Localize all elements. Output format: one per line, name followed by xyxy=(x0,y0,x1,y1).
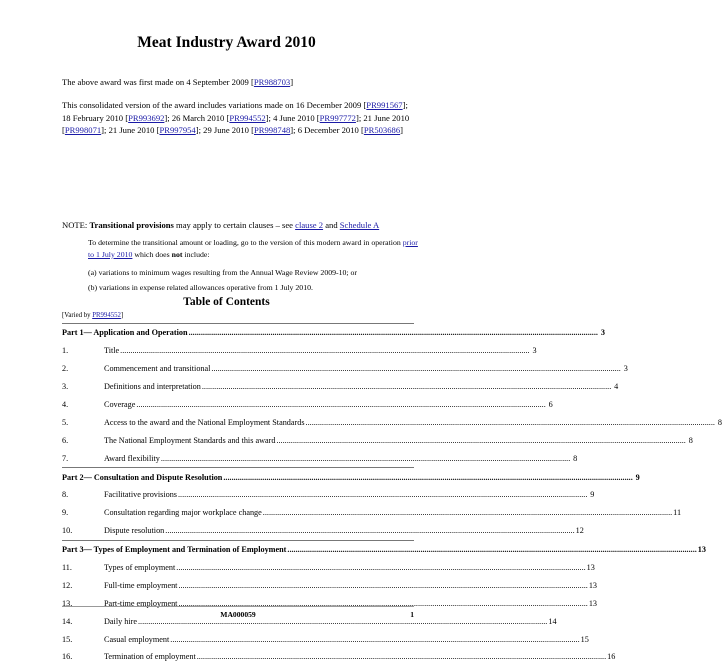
toc-dot-leader: ........................................................................................................................................................................................................ xyxy=(176,563,586,573)
toc-entry-label: Commencement and transitional xyxy=(104,364,211,374)
toc-dot-leader: ........................................................................................................................................................................................................ xyxy=(211,364,621,374)
variation-link[interactable]: PR998071 xyxy=(64,125,102,136)
toc-dot-leader: ........................................................................................................................................................................................................ xyxy=(305,417,715,427)
toc-entry-number: 9. xyxy=(62,508,69,518)
toc-dot-leader: ........................................................................................................................................................................................................ xyxy=(178,490,588,500)
toc-entry-row[interactable] xyxy=(62,648,616,666)
transitional-provisions-bold: Transitional provisions xyxy=(89,220,174,230)
transitional-paragraph: To determine the transitional amount or loading, go to the version of this modern award in operation prior to 1 July 2010 which does not include: xyxy=(88,238,418,259)
page-footer xyxy=(62,606,414,619)
toc-entry-label: Consultation regarding major workplace change xyxy=(104,508,262,518)
toc-dot-leader: ........................................................................................................................................................................................................ xyxy=(165,526,575,536)
toc-entry-row[interactable] xyxy=(62,413,722,431)
prior-date-link[interactable]: prior to 1 July 2010 xyxy=(88,238,418,259)
toc-page-number: 13 xyxy=(697,545,706,555)
toc-entry-number: 7. xyxy=(62,453,69,463)
toc-entry-label: Facilitative provisions xyxy=(104,490,177,500)
toc-entry-label: Dispute resolution xyxy=(104,526,165,536)
toc-page-number: 13 xyxy=(588,580,598,590)
toc-entry-row[interactable] xyxy=(62,522,584,540)
toc-entry-number: 16. xyxy=(62,652,73,662)
toc-entry-row[interactable] xyxy=(62,449,578,467)
toc-entry-number: 4. xyxy=(62,400,69,409)
toc-entry-label: Part 1— Application and Operation xyxy=(62,328,188,338)
pr-link[interactable]: PR988703 xyxy=(253,77,291,87)
toc-page-number: 13 xyxy=(588,598,598,608)
toc-page-number: 9 xyxy=(635,472,640,482)
toc-entry-label: Termination of employment xyxy=(104,652,196,662)
toc-entry-label: Daily hire xyxy=(104,616,137,626)
toc-page-number: 6 xyxy=(548,400,553,409)
toc-page-number: 8 xyxy=(573,453,578,463)
toc-entry-label: Casual employment xyxy=(104,634,170,644)
schedule-a-link[interactable]: Schedule A xyxy=(339,220,380,230)
variation-link[interactable]: PR998748 xyxy=(254,125,291,136)
toc-entry-label: Award flexibility xyxy=(104,453,160,463)
toc-dot-leader: ........................................................................................................................................................................................................ xyxy=(287,545,697,555)
toc-entry-row[interactable] xyxy=(62,559,595,577)
toc-entry-number: 8. xyxy=(62,490,69,500)
toc-page-number: 3 xyxy=(600,328,605,338)
clause-2-link[interactable]: clause 2 xyxy=(295,220,324,230)
toc-entry-number: 5. xyxy=(62,417,69,427)
toc-dot-leader: ........................................................................................................................................................................................................ xyxy=(262,508,673,518)
variation-link[interactable]: PR997954 xyxy=(159,125,196,136)
toc-entry-label: Title xyxy=(104,346,120,356)
award-code: MA000059 xyxy=(220,610,256,619)
toc-part-row[interactable] xyxy=(62,323,605,342)
toc-page-number: 4 xyxy=(614,382,619,392)
toc-entry-row[interactable] xyxy=(62,431,693,449)
toc-title: Table of Contents xyxy=(183,296,270,308)
toc-page-number: 13 xyxy=(586,563,595,573)
toc-entry-row[interactable] xyxy=(62,342,537,360)
toc-dot-leader: ........................................................................................................................................................................................................ xyxy=(223,472,633,482)
toc-entry-row[interactable] xyxy=(62,486,595,504)
toc-entry-number: 12. xyxy=(62,580,73,590)
toc-entry-number: 2. xyxy=(62,364,69,374)
made-paragraph: The above award was first made on 4 September 2009 [PR988703] xyxy=(62,77,294,87)
page-number: 1 xyxy=(410,610,414,619)
consolidated-intro: This consolidated version of the award includes variations made on 16 December 2009 xyxy=(62,100,364,110)
toc-page-number: 15 xyxy=(580,634,589,644)
toc-page-number: 8 xyxy=(717,417,722,427)
toc-dot-leader: ........................................................................................................................................................................................................ xyxy=(196,652,607,662)
toc-dot-leader: ........................................................................................................................................................................................................ xyxy=(201,382,612,392)
toc-entry-row[interactable] xyxy=(62,360,628,378)
toc-dot-leader: ........................................................................................................................................................................................................ xyxy=(137,616,548,626)
toc-entry-number: 1. xyxy=(62,346,69,356)
toc-dot-leader: ........................................................................................................................................................................................................ xyxy=(276,435,686,445)
variation-link[interactable]: PR997772 xyxy=(319,112,356,123)
item-a: (a) variations to minimum wages resulting from the Annual Wage Review 2009-10; or xyxy=(88,268,358,277)
consolidated-paragraph: This consolidated version of the award includes variations made on 16 December 2009 [PR991567]; 18 February 2010 [PR993692]; 26 March 2010 [PR994552]; 4 June 2010 [PR997772]; 21 June 2010 [PR998071]; 21 June 2010 [PR997954]; 29 June 2010 [PR998748]; 6 December 2010 [PR503686] xyxy=(62,100,410,136)
item-b: (b) variations in expense related allowances operative from 1 July 2010. xyxy=(88,283,313,292)
toc-page-number: 12 xyxy=(575,526,584,536)
toc-entry-number: 13. xyxy=(62,598,73,608)
toc-dot-leader: ........................................................................................................................................................................................................ xyxy=(178,580,588,590)
toc-dot-leader: ........................................................................................................................................................................................................ xyxy=(120,346,530,356)
toc-entry-label: Definitions and interpretation xyxy=(104,382,201,392)
toc-entry-number: 3. xyxy=(62,382,69,392)
toc-entry-row[interactable] xyxy=(62,630,589,648)
toc-entry-number: 15. xyxy=(62,634,73,644)
toc-page-number: 11 xyxy=(673,508,682,518)
toc-entry-row[interactable] xyxy=(62,396,553,414)
variation-link[interactable]: PR994552 xyxy=(229,112,266,123)
toc-entry-label: Part-time employment xyxy=(104,598,178,608)
toc-dot-leader: ........................................................................................................................................................................................................ xyxy=(160,453,571,463)
document-title: Meat Industry Award 2010 xyxy=(137,34,316,51)
variation-link[interactable]: PR991567 xyxy=(366,100,403,110)
toc-dot-leader: ........................................................................................................................................................................................................ xyxy=(170,634,580,644)
toc-entry-number: 14. xyxy=(62,616,73,626)
note-line: NOTE: Transitional provisions may apply to certain clauses – see clause 2 and Schedule A xyxy=(62,220,380,230)
toc-entry-row[interactable] xyxy=(62,576,598,594)
toc-page-number: 3 xyxy=(532,346,537,356)
variation-link[interactable]: PR503686 xyxy=(363,125,401,136)
toc-entry-row[interactable] xyxy=(62,504,682,522)
toc-entry-label: Types of employment xyxy=(104,563,176,573)
toc-page-number: 9 xyxy=(590,490,595,500)
variation-link[interactable]: PR993692 xyxy=(128,112,165,123)
toc-dot-leader: ........................................................................................................................................................................................................ xyxy=(188,328,598,338)
toc-entry-number: 11. xyxy=(62,563,72,573)
toc-part-row[interactable] xyxy=(62,540,706,559)
toc-page-number: 8 xyxy=(688,435,693,445)
toc-entry-label: Part 3— Types of Employment and Termination of Employment xyxy=(62,545,287,555)
made-text: The above award was first made on 4 September 2009 xyxy=(62,77,252,87)
toc-entry-number: 6. xyxy=(62,435,69,445)
toc-part-row[interactable] xyxy=(62,467,640,486)
toc-page-number: 14 xyxy=(548,616,557,626)
toc-page-number: 16 xyxy=(607,652,616,662)
toc-dot-leader: ........................................................................................................................................................................................................ xyxy=(178,598,588,608)
toc-entry-label: Full-time employment xyxy=(104,580,178,590)
varied-note: [Varied by PR994552] xyxy=(62,312,124,319)
toc-entry-number: 10. xyxy=(62,526,73,536)
toc-entry-row[interactable] xyxy=(62,378,619,396)
toc-entry-label: Coverage xyxy=(104,400,136,409)
toc-page-number: 3 xyxy=(623,364,628,374)
toc-dot-leader: ........................................................................................................................................................................................................ xyxy=(136,400,546,409)
toc-entry-label: Access to the award and the National Employment Standards xyxy=(104,417,305,427)
toc-entry-label: The National Employment Standards and this award xyxy=(104,435,276,445)
varied-link[interactable]: PR994552 xyxy=(92,312,121,319)
toc-entry-label: Part 2— Consultation and Dispute Resolution xyxy=(62,472,223,482)
